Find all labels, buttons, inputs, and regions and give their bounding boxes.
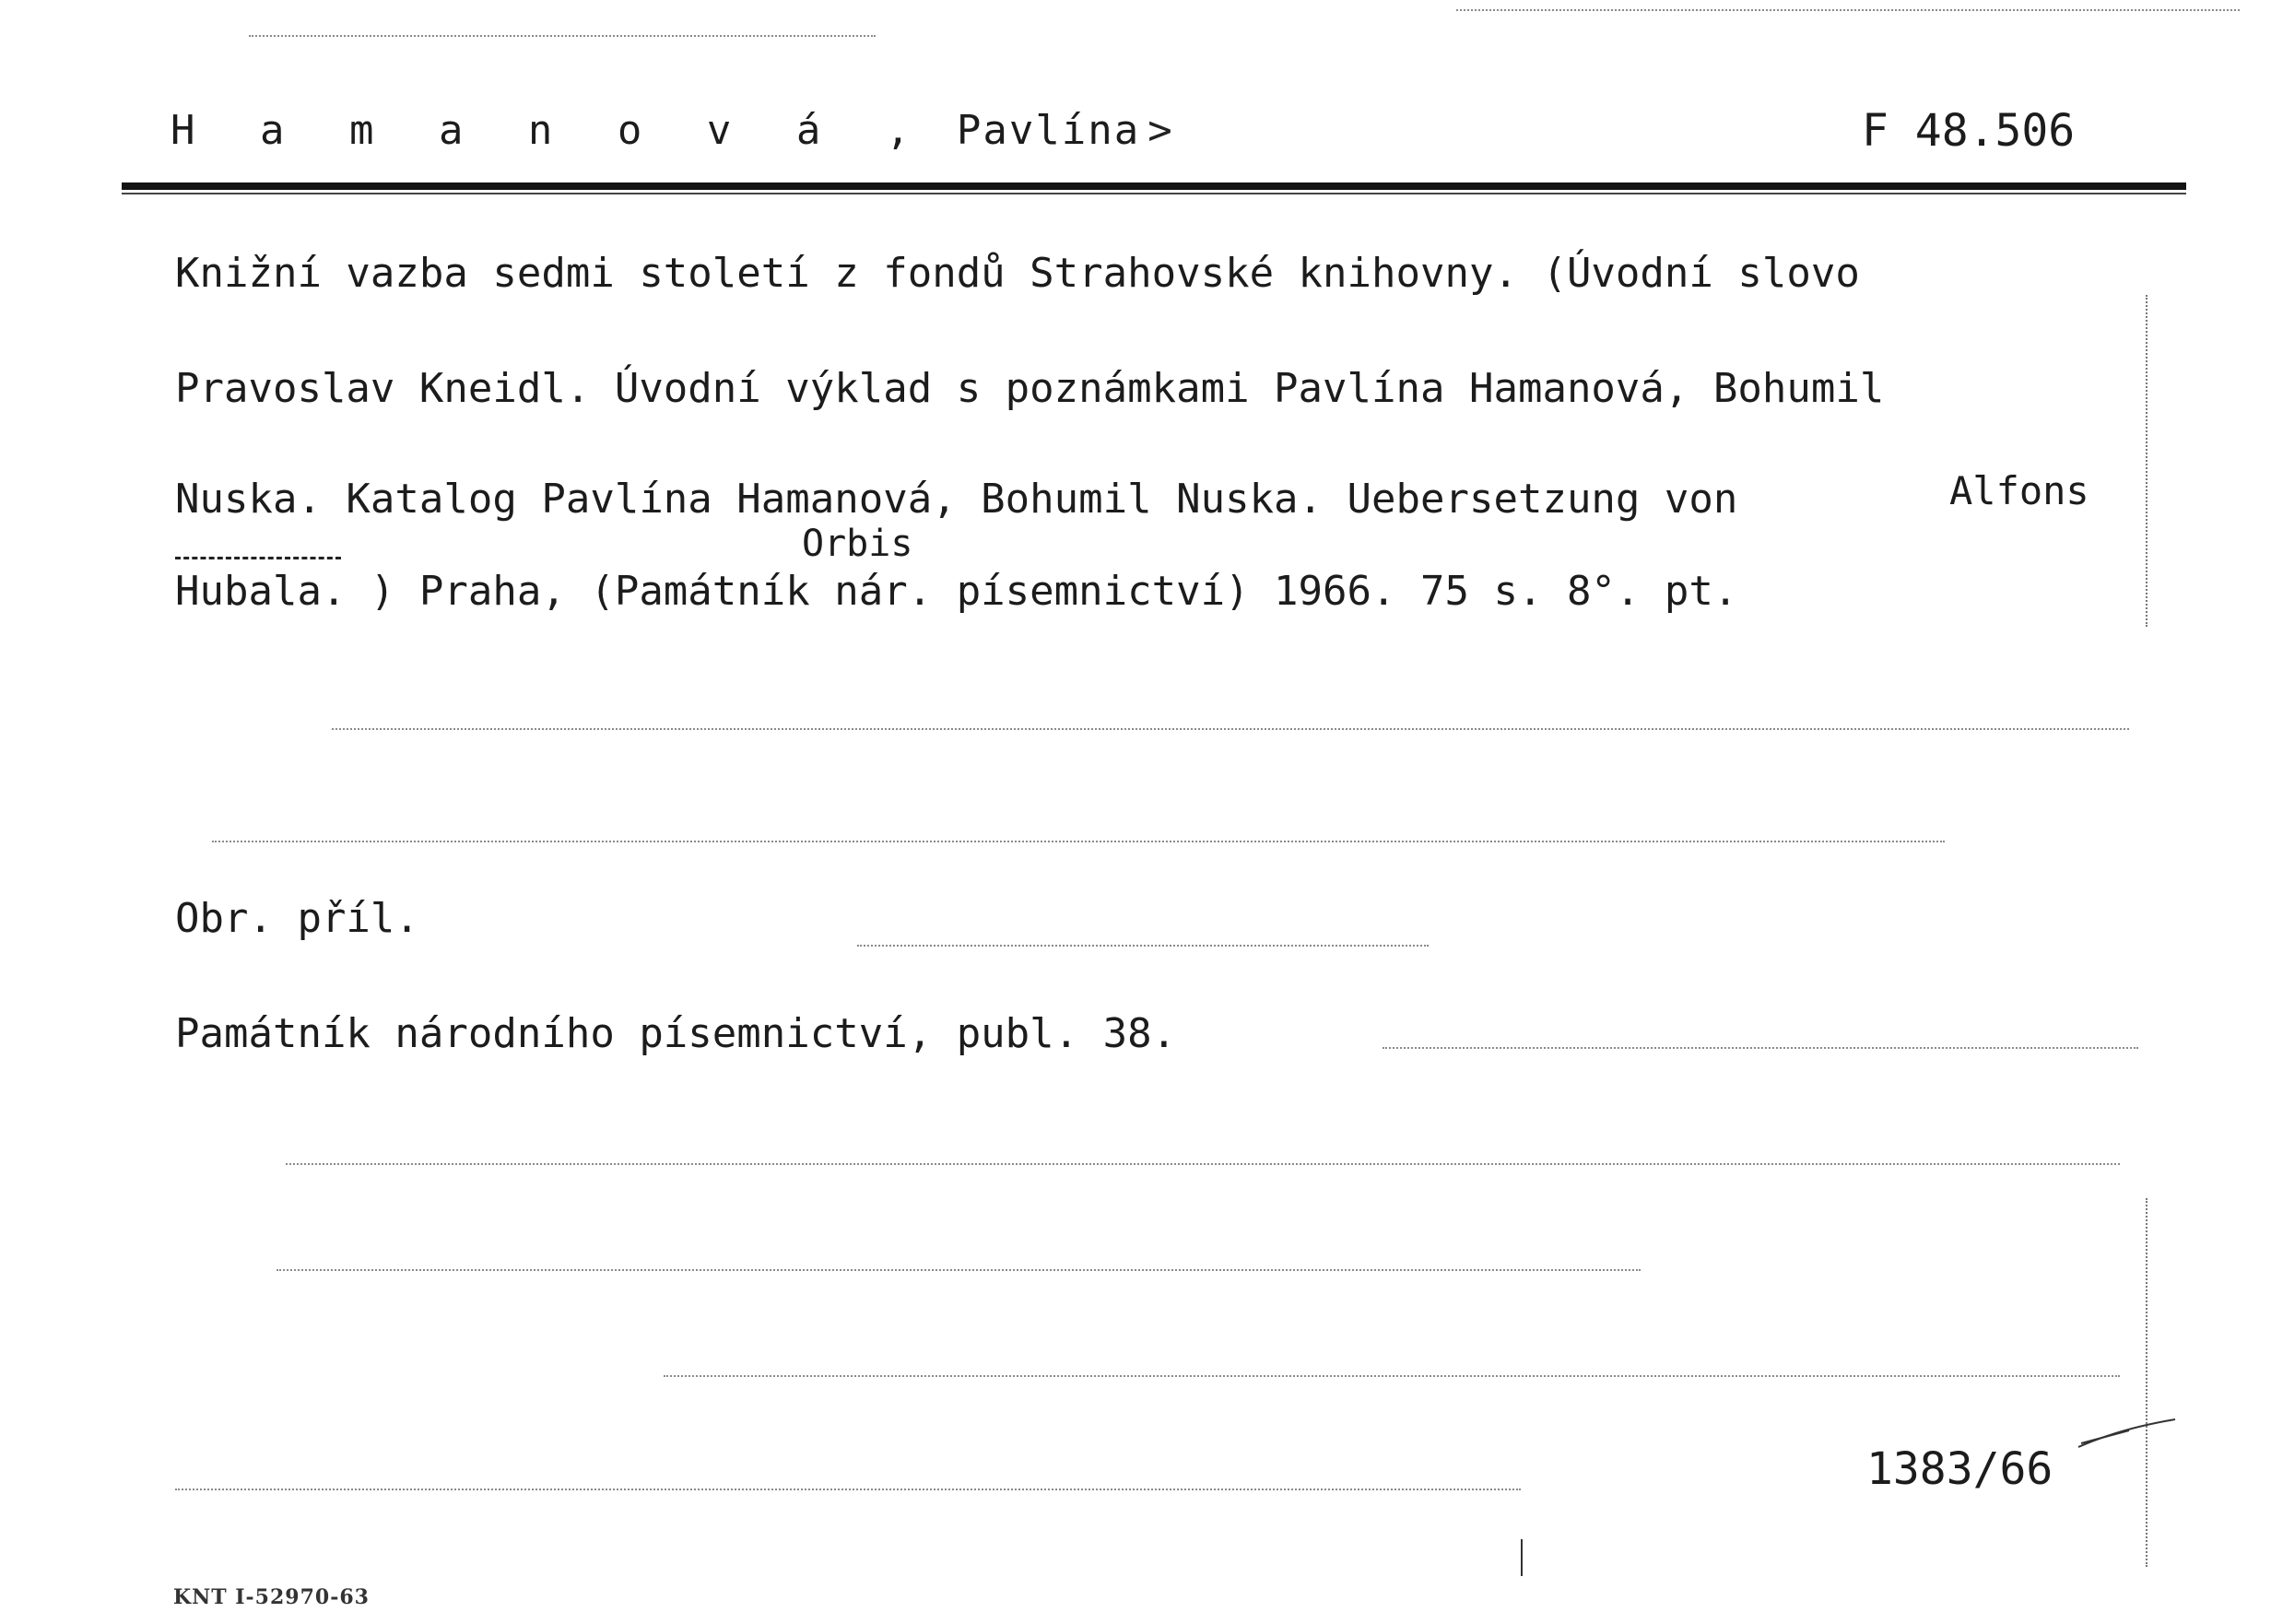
printer-mark: KNT I-52970-63	[173, 1585, 370, 1609]
author-given-name: Pavlína	[956, 107, 1141, 154]
author-surname: H a m a n o v á ,	[171, 107, 931, 154]
illustrations-note: Obr. příl.	[175, 895, 419, 942]
guide-dots	[212, 841, 1945, 844]
guide-dots	[664, 1375, 2120, 1379]
margin-dots	[2146, 1198, 2149, 1567]
pen-stroke-icon	[2074, 1410, 2184, 1456]
description-line-2: Pravoslav Kneidl. Úvodní výklad s poznámkami Pavlína Hamanová, Bohumil	[175, 365, 1885, 412]
description-line-3: Nuska. Katalog Pavlína Hamanová, Bohumil Nuska. Uebersetzung von	[175, 476, 1738, 523]
guide-dots	[175, 1489, 1521, 1492]
margin-dots	[2146, 295, 2149, 627]
series-note: Památník národního písemnictví, publ. 38.	[175, 1010, 1177, 1057]
guide-dots	[249, 35, 876, 39]
description-line-1: Knižní vazba sedmi století z fondů Strahovské knihovny. (Úvodní slovo	[175, 250, 1860, 297]
accession-number: 1383/66	[1866, 1443, 2053, 1495]
guide-dots	[286, 1163, 2120, 1167]
guide-dots	[1456, 9, 2240, 13]
stray-tick-mark	[1521, 1539, 1523, 1576]
chevron-mark-icon: >	[1147, 107, 1174, 154]
guide-dots	[332, 728, 2129, 732]
underline-mark	[175, 557, 341, 562]
author-heading	[171, 107, 1174, 154]
shelfmark: F 48.506	[1862, 105, 2076, 157]
guide-dots	[1383, 1047, 2138, 1051]
description-line-4: Hubala. ) Praha, (Památník nár. písemnictví) 1966. 75 s. 8°. pt.	[175, 568, 1738, 615]
guide-dots	[277, 1269, 1641, 1273]
header-rule	[122, 182, 2186, 190]
header-rule-thin	[122, 193, 2186, 194]
insert-orbis: Orbis	[802, 523, 913, 565]
handwritten-insert-alfons: Alfons	[1949, 468, 2089, 513]
guide-dots	[857, 945, 1429, 948]
